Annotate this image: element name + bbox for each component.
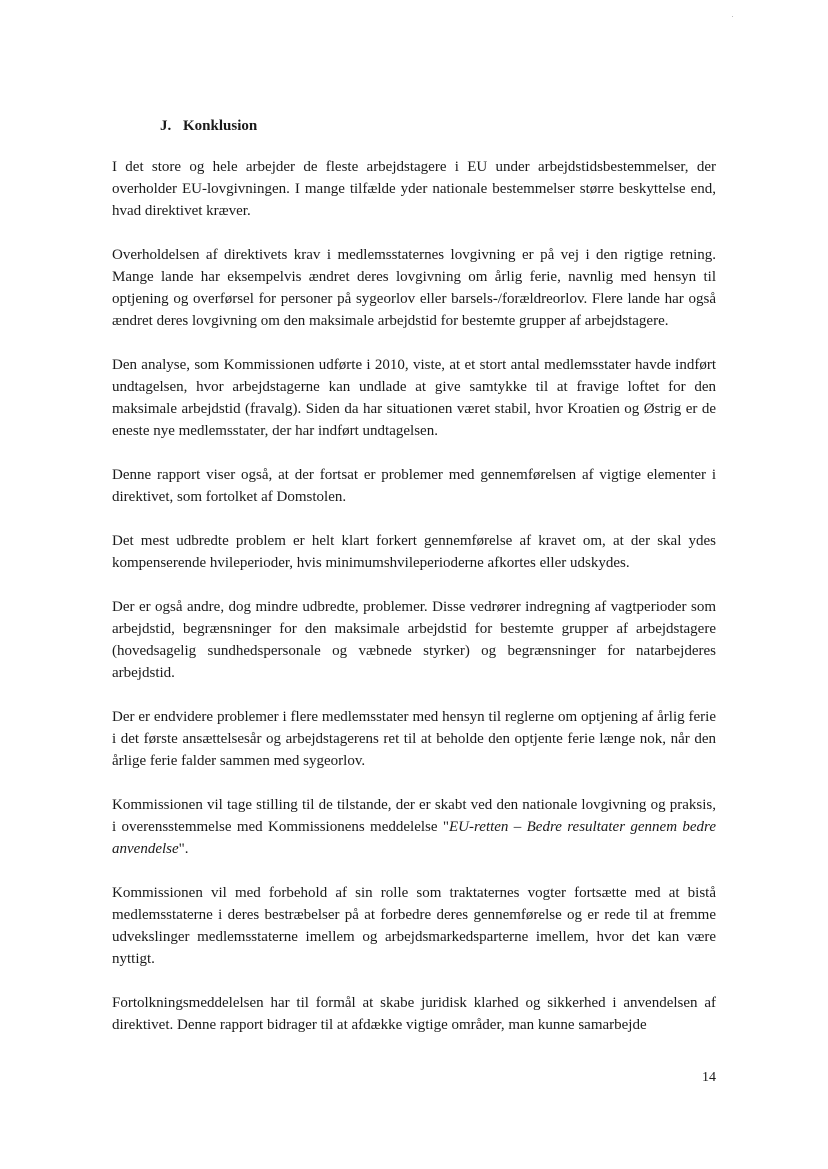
paragraph-5: Det mest udbredte problem er helt klart forkert gennemførelse af kravet om, at der skal ydes kompenserende hvileperioder, hvis minimumshvileperioderne afkortes eller udskydes.: [112, 533, 716, 571]
paragraph-7: Der er endvidere problemer i flere medlemsstater med hensyn til reglerne om optjening af årlig ferie i det første ansættelsesår og arbejdstagerens ret til at beholde den optjente ferie længe nok, når den årlige ferie falder sammen med sygeorlov.: [112, 709, 716, 769]
paragraph-6: Der er også andre, dog mindre udbredte, problemer. Disse vedrører indregning af vagtperioder som arbejdstid, begrænsninger for den maksimale arbejdstid for bestemte grupper af arbejdstagere (hovedsagelig sundhedspersonale og væbnede styrker) og begrænsninger for natarbejderes arbejdstid.: [112, 599, 716, 681]
paragraph-9: Kommissionen vil med forbehold af sin rolle som traktaternes vogter fortsætte med at bistå medlemsstaterne i deres bestræbelser på at forbedre deres gennemførelse og er rede til at fremme udvekslinger medlemsstaterne imellem og arbejdsmarkedsparterne imellem, hvor det kan være nyttigt.: [112, 885, 716, 967]
document-page: [112, 0, 716, 1169]
paragraph-3: Den analyse, som Kommissionen udførte i 2010, viste, at et stort antal medlemsstater havde indført undtagelsen, hvor arbejdstagerne kan undlade at give samtykke til at fravige loftet for den maksimale arbejdstid (fravalg). Siden da har situationen været stabil, hvor Kroatien og Østrig er de eneste nye medlemsstater, der har indført undtagelsen.: [112, 357, 716, 439]
page-number: 14: [702, 1070, 716, 1085]
section-number: J.: [160, 118, 172, 134]
paragraph-8: [112, 794, 716, 860]
paragraph-8-text: Kommissionen vil tage stilling til de tilstande, der er skabt ved den nationale lovgivning og praksis, i overensstemmelse med Kommissionens meddelelse ": [112, 797, 716, 835]
scan-speck: [732, 16, 733, 17]
paragraph-10: Fortolkningsmeddelelsen har til formål at skabe juridisk klarhed og sikkerhed i anvendelsen af direktivet. Denne rapport bidrager til at afdække vigtige områder, man kunne samarbejde: [112, 995, 716, 1033]
body-text: [112, 156, 716, 1058]
paragraph-2: Overholdelsen af direktivets krav i medlemsstaternes lovgivning er på vej i den rigtige retning. Mange lande har eksempelvis ændret deres lovgivning om årlig ferie, navnlig med hensyn til optjening og overførsel for personer på sygeorlov eller barsels-/forældreorlov. Flere lande har også ændret deres lovgivning om den maksimale arbejdstid for bestemte grupper af arbejdstagere.: [112, 247, 716, 329]
section-title: Konklusion: [183, 118, 258, 134]
paragraph-4: Denne rapport viser også, at der fortsat er problemer med gennemførelsen af vigtige elementer i direktivet, som fortolket af Domstolen.: [112, 467, 716, 505]
paragraph-8-italic-title: EU-retten – Bedre resultater gennem bedre anvendelse: [112, 819, 716, 857]
paragraph-1: I det store og hele arbejder de fleste arbejdstagere i EU under arbejdstidsbestemmelser, der overholder EU-lovgivningen. I mange tilfælde yder nationale bestemmelser større beskyttelse end, hvad direktivet kræver.: [112, 159, 716, 219]
paragraph-8-text-end: ".: [178, 841, 189, 857]
section-heading: [160, 118, 257, 135]
